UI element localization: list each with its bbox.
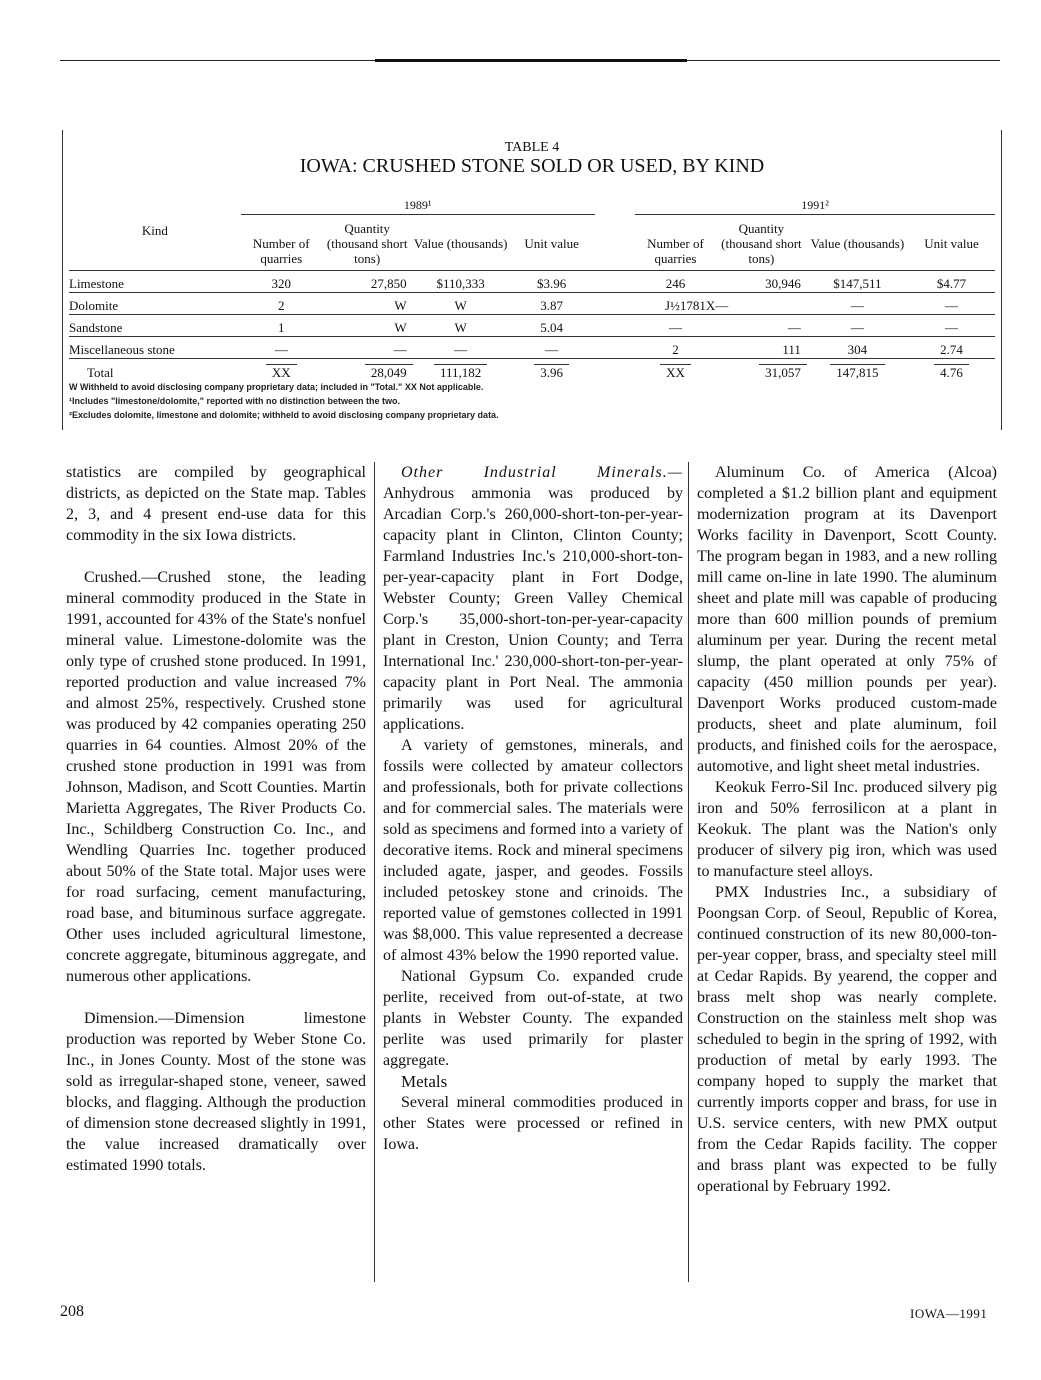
table-footnotes [69, 380, 499, 422]
paragraph: statistics are compiled by geographical districts, as depicted on the State map. Tables 2, 3, and 4 present end-use data for this commodity in the six Iowa districts. [66, 464, 366, 544]
table-cell: 30,946 [716, 271, 807, 293]
table-cell: 3.96 [534, 364, 569, 380]
table-cell: 2 [241, 293, 322, 315]
year-1989-header: 1989¹ [241, 198, 595, 215]
table-cell: $4.77 [908, 271, 995, 293]
table-cell: — [908, 315, 995, 337]
dimension-heading: Dimension.— [84, 1010, 175, 1027]
col-header: Value (thousands) [413, 215, 509, 271]
col-header: Number of quarries [241, 215, 322, 271]
kind-cell: Limestone [69, 271, 241, 293]
table-cell: — [241, 337, 322, 359]
table-cell: 28,049 [365, 364, 413, 380]
column-divider [374, 462, 375, 1282]
table-cell: W [322, 315, 413, 337]
crushed-text: Crushed stone, the leading mineral commodity produced in the State in 1991, accounted for 43% of the State's nonfuel mineral value. Limestone-dolomite was the only type of crushed stone produced. In 1991, reported production and value increased 7% and almost 25%, respectively. Crushed stone was produced by 42 companies operating 250 quarries in 64 counties. Almost 20% of the crushed stone production in 1991 was from Johnson, Madison, and Scott Counties. Martin Marietta Aggregates, The River Products Co. Inc., Schildberg Construction Co. Inc., and Wendling Quarries Inc. together produced about 50% of the State total. Major uses were for road surfacing, cement manufacturing, road base, and bituminous surface aggregate. Other uses included agricultural limestone, concrete aggregate, bituminous aggregate, and numerous other applications. [66, 569, 366, 985]
table-cell: — [322, 337, 413, 359]
table-cell: $147,511 [807, 271, 908, 293]
table-cell: 2 [635, 337, 716, 359]
paragraph: National Gypsum Co. expanded crude perlite, received from out-of-state, at two plants in Webster County. The expanded perlite was used primarily for plaster aggregate. [383, 968, 683, 1069]
table-cell: — [635, 315, 716, 337]
other-minerals-heading: Other Industrial Minerals.— [401, 464, 683, 481]
top-rule-thick [375, 59, 687, 62]
table-cell: XX [660, 364, 691, 380]
paragraph: Aluminum Co. of America (Alcoa) completed a $1.2 billion plant and equipment modernization program at its Davenport Works facility in Davenport, Scott County. The program began in 1983, and a new rolling mill came on-line in late 1990. The aluminum sheet and plate mill was capable of producing more than 600 million pounds of premium aluminum per year. During the recent metal slump, the plant operated at only 75% of capacity (450 million pounds per year). Davenport Works produced custom-made products, sheet and plate aluminum, foil products, and finished coils for the aerospace, automotive, and light sheet metal industries. [697, 464, 997, 775]
page-number: 208 [60, 1303, 84, 1320]
year-header-row [69, 198, 995, 215]
table-cell: J½1781X— [635, 293, 807, 315]
footnote: ²Excludes dolomite, limestone and dolomite; withheld to avoid disclosing company proprietary data. [69, 410, 499, 420]
table-cell: 246 [635, 271, 716, 293]
text-column-1 [66, 462, 366, 1176]
table-cell: 111,182 [434, 364, 487, 380]
kind-cell: Dolomite [69, 293, 241, 315]
text-column-2 [383, 462, 683, 1155]
text-column-3 [697, 462, 997, 1197]
table-cell: XX [266, 364, 297, 380]
paragraph-crushed [66, 567, 366, 987]
col-header: Unit value [908, 215, 995, 271]
dimension-text: Dimension limestone production was reported by Weber Stone Co. Inc., in Jones County. Most of the stone was sold as irregular-shaped stone, veneer, sawed blocks, and flagging. Although the production of dimension stone decreased slightly in 1991, the value increased dramatically over estimated 1990 totals. [66, 1010, 366, 1174]
paragraph: PMX Industries Inc., a subsidiary of Poongsan Corp. of Seoul, Republic of Korea, continued construction of its new 80,000-ton-per-year copper, brass, and specialty steel mill at Cedar Rapids. By yearend, the copper and brass melt shop was nearly complete. Construction on the stainless melt shop was scheduled to begin in the spring of 1992, with production of metal by early 1993. The company hoped to supply the market that currently imports copper and brass, for use in U.S. service centers, with new PMX output from the Cedar Rapids facility. The copper and brass plant was expected to be fully operational by February 1992. [697, 884, 997, 1195]
paragraph: Several mineral commodities produced in other States were processed or refined in Iowa. [383, 1094, 683, 1153]
table-cell: 5.04 [509, 315, 595, 337]
table-cell: $3.96 [509, 271, 595, 293]
column-header-row [69, 215, 995, 271]
table-cell: — [807, 315, 908, 337]
footnote: ¹Includes "limestone/dolomite," reported with no distinction between the two. [69, 396, 401, 406]
paragraph-other-minerals [383, 462, 683, 735]
col-header: Unit value [509, 215, 595, 271]
table-cell: — [509, 337, 595, 359]
paragraph-dimension [66, 1008, 366, 1176]
col-header: Number of quarries [635, 215, 716, 271]
kind-cell: Miscellaneous stone [69, 337, 241, 359]
crushed-heading: Crushed.— [84, 569, 158, 586]
table-row [69, 293, 995, 315]
table-cell: — [807, 293, 908, 315]
running-title: IOWA—1991 [910, 1306, 988, 1321]
table-cell: 4.76 [934, 364, 969, 380]
table-cell: W [413, 293, 509, 315]
table-cell: $110,333 [413, 271, 509, 293]
table-label: TABLE 4 [504, 140, 560, 155]
table-cell: W [413, 315, 509, 337]
table-cell: 1 [241, 315, 322, 337]
table-cell: 2.74 [908, 337, 995, 359]
table-title: IOWA: CRUSHED STONE SOLD OR USED, BY KIND [299, 155, 765, 177]
table-row [69, 315, 995, 337]
table-cell: 111 [716, 337, 807, 359]
kind-cell: Sandstone [69, 315, 241, 337]
table-cell: — [413, 337, 509, 359]
table-cell: 320 [241, 271, 322, 293]
paragraph: A variety of gemstones, minerals, and fossils were collected by amateur collectors and professionals, both for private collections and for commercial sales. The materials were sold as specimens and formed into a variety of decorative items. Rock and mineral specimens included agate, jasper, and geodes. Fossils included petoskey stone and crinoids. The reported value of gemstones collected in 1991 was $8,000. This value represented a decrease of almost 43% below the 1990 reported value. [383, 737, 683, 964]
table-cell: 27,850 [322, 271, 413, 293]
paragraph: Keokuk Ferro-Sil Inc. produced silvery pig iron and 50% ferrosilicon at a plant in Keokuk. The plant was the Nation's only producer of silvery pig iron, which was used to manufacture steel alloys. [697, 779, 997, 880]
table-cell: 147,815 [830, 364, 884, 380]
table-cell: 3.87 [509, 293, 595, 315]
metals-heading: Metals [401, 1072, 448, 1091]
col-header: Quantity (thousand short tons) [322, 215, 413, 271]
table-4 [62, 130, 1002, 430]
table-row [69, 271, 995, 293]
column-divider [688, 462, 689, 1282]
col-header: Quantity (thousand short tons) [716, 215, 807, 271]
table-cell: — [908, 293, 995, 315]
table-total-row [69, 359, 995, 382]
year-1991-header: 1991² [635, 198, 995, 215]
footnote: W Withheld to avoid disclosing company proprietary data; included in "Total." XX Not applicable. [69, 382, 484, 392]
other-minerals-text: Anhydrous ammonia was produced by Arcadian Corp.'s 260,000-short-ton-per-year-capacity plant in Clinton, Clinton County; Farmland Industries Inc.'s 210,000-short-ton-per-year-capacity plant in Fort Dodge, Webster County; Green Valley Chemical Corp.'s 35,000-short-ton-per-year-capacity plant in Creston, Union County; and Terra International Inc.' 230,000-short-ton-per-year-capacity plant in Port Neal. The ammonia primarily was used for agricultural applications. [383, 485, 683, 733]
total-label: Total [87, 365, 114, 380]
crushed-stone-table [69, 198, 995, 381]
kind-header: Kind [69, 215, 241, 271]
table-cell: 304 [807, 337, 908, 359]
table-cell: 31,057 [759, 364, 807, 380]
col-header: Value (thousands) [807, 215, 908, 271]
table-cell: — [716, 315, 807, 337]
table-cell: W [322, 293, 413, 315]
table-row [69, 337, 995, 359]
